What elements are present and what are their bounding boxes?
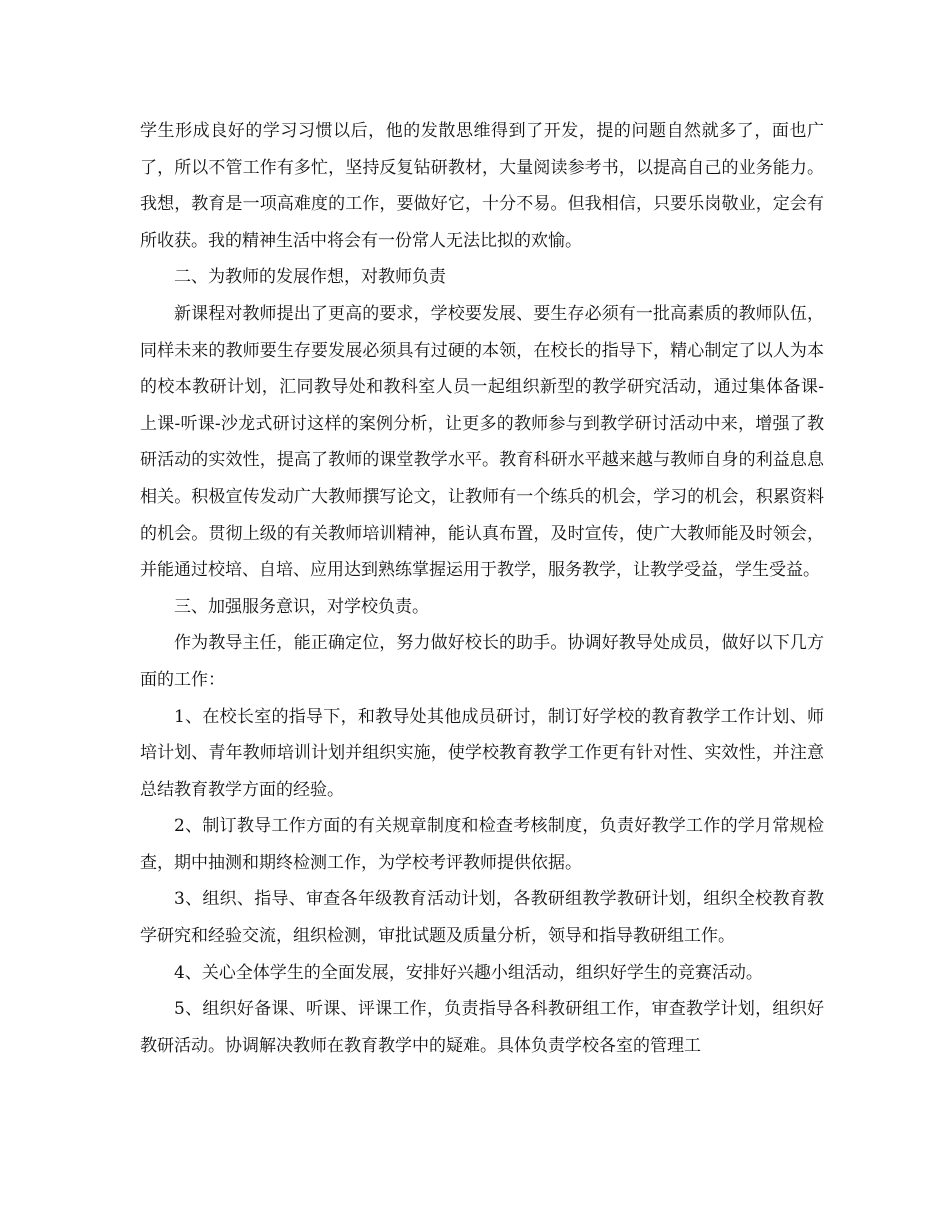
list-item-1: 1、在校长室的指导下，和教导处其他成员研讨，制订好学校的教育教学工作计划、师培计划、青年教师培训计划并组织实施，使学校教育教学工作更有针对性、实效性，并注意总结教育教学方面的经验。 <box>140 706 824 800</box>
list-item-2: 2、制订教导工作方面的有关规章制度和检查考核制度，负责好教学工作的学月常规检查，期中抽测和期终检测工作，为学校考评教师提供依据。 <box>140 816 824 873</box>
paragraph-director-role: 作为教导主任，能正确定位，努力做好校长的助手。协调好教导处成员，做好以下几方面的工作： <box>140 633 824 690</box>
section-heading-3: 三、加强服务意识，对学校负责。 <box>174 596 429 617</box>
list-item-4: 4、关心全体学生的全面发展，安排好兴趣小组活动，组织好学生的竞赛活动。 <box>174 962 763 983</box>
list-item-3: 3、组织、指导、审查各年级教育活动计划，各教研组教学教研计划，组织全校教育教学研究和经验交流，组织检测，审批试题及质量分析，领导和指导教研组工作。 <box>140 889 824 947</box>
paragraph-new-curriculum: 新课程对教师提出了更高的要求，学校要发展、要生存必须有一批高素质的教师队伍，同样未来的教师要生存要发展必须具有过硬的本领，在校长的指导下，精心制定了以人为本的校本教研计划，汇同教导处和教科室人员一起组织新型的教学研究活动，通过集体备课-上课-听课-沙龙式研讨这样的案例分析，让更多的教师参与到教学研讨活动中来，增强了教研活动的实效性，提高了教师的课堂教学水平。教育科研水平越来越与教师自身的利益息息相关。积极宣传发动广大教师撰写论文，让教师有一个练兵的机会，学习的机会，积累资料的机会。贯彻上级的有关教师培训精神，能认真布置，及时宣传，使广大教师能及时领会，并能通过校培、自培、应用达到熟练掌握运用于教学，服务教学，让教学受益，学生受益。 <box>140 303 824 581</box>
document-page <box>140 113 824 1064</box>
list-item-5: 5、组织好备课、听课、评课工作，负责指导各科教研组工作，审查教学计划，组织好教研活动。协调解决教师在教育教学中的疑难。具体负责学校各室的管理工 <box>140 999 824 1056</box>
section-heading-2: 二、为教师的发展作想，对教师负责 <box>174 267 446 288</box>
paragraph-continued: 学生形成良好的学习习惯以后，他的发散思维得到了开发，提的问题自然就多了，面也广了，所以不管工作有多忙，坚持反复钻研教材，大量阅读参考书，以提高自己的业务能力。我想，教育是一项高难度的工作，要做好它，十分不易。但我相信，只要乐岗敬业，定会有所收获。我的精神生活中将会有一份常人无法比拟的欢愉。 <box>140 121 824 251</box>
